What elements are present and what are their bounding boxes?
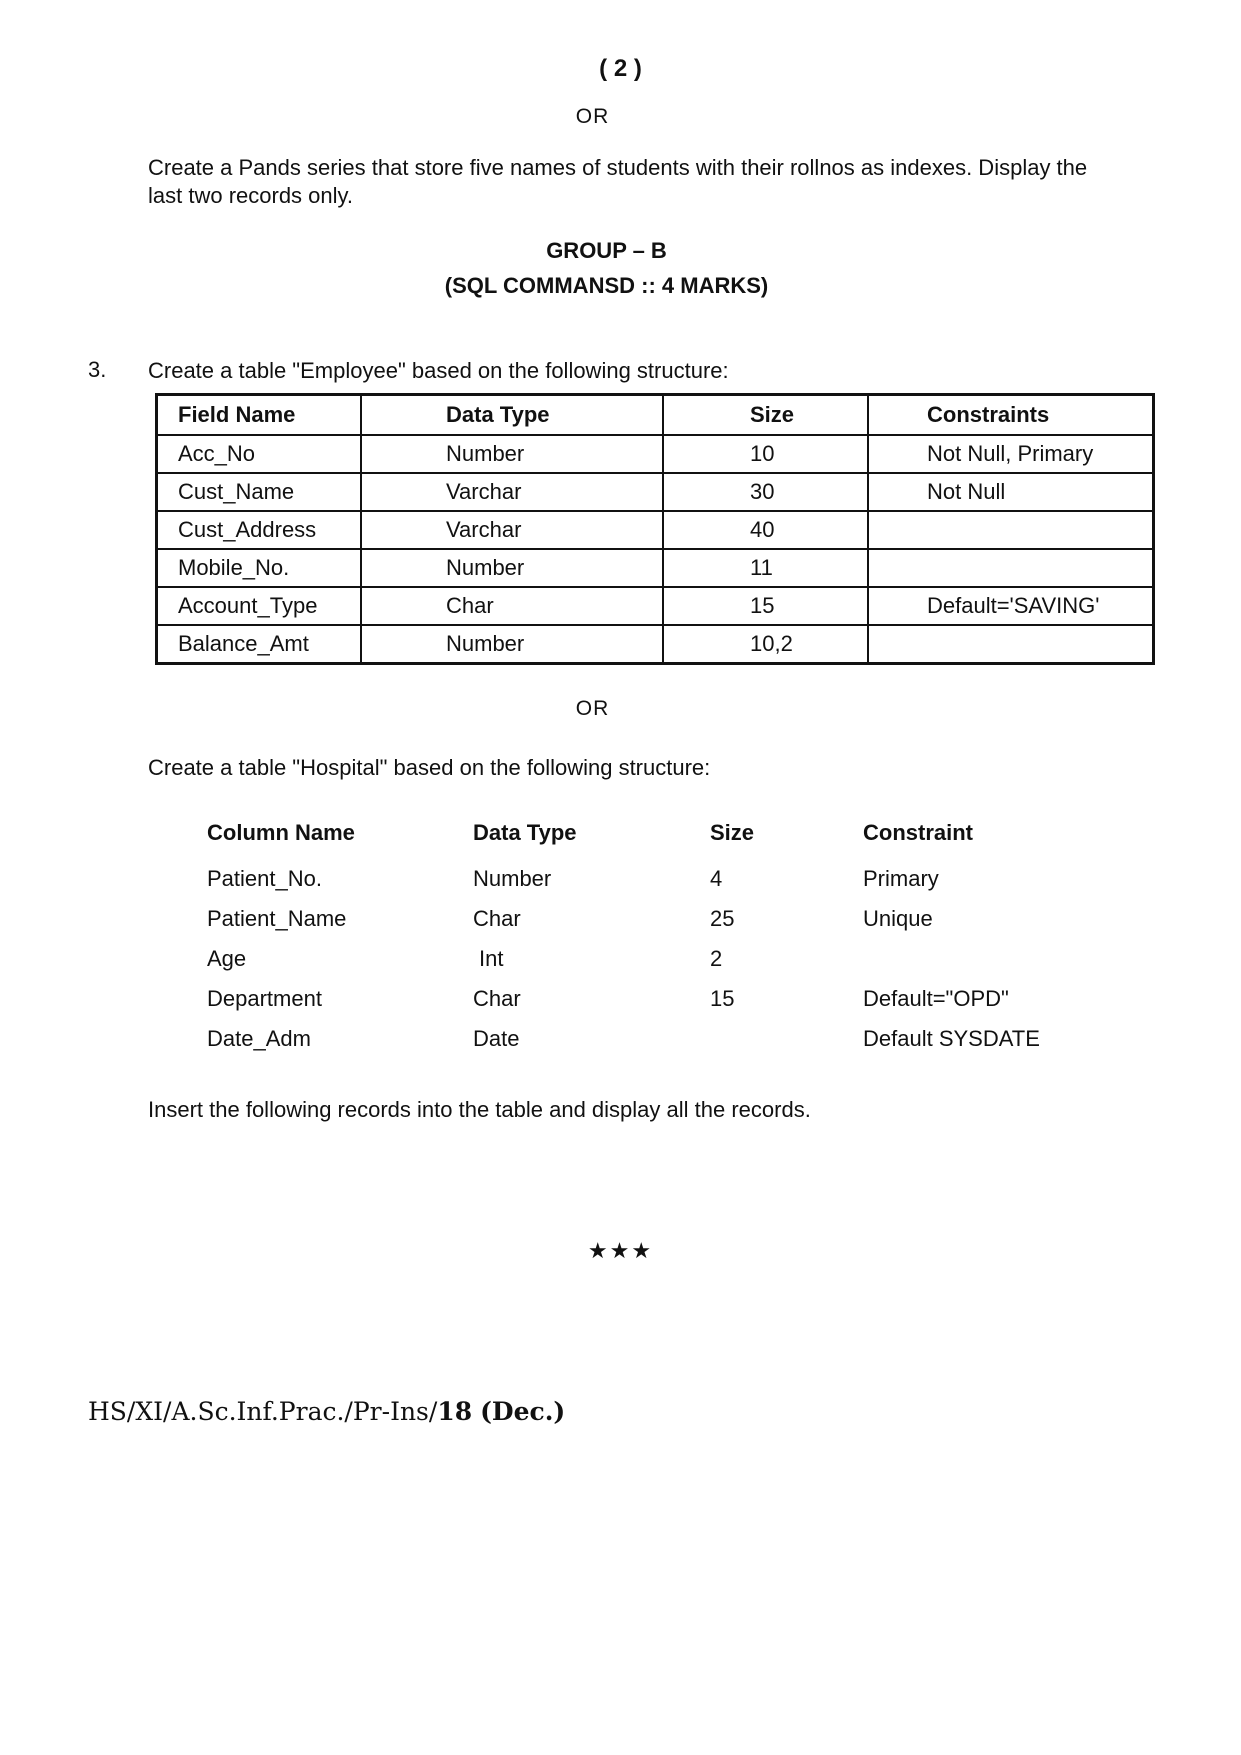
table-cell: Balance_Amt: [157, 625, 362, 664]
table-cell: Number: [473, 866, 552, 891]
table-row: [157, 549, 1154, 587]
table-cell: Acc_No: [157, 435, 362, 473]
table-cell: Patient_No.: [207, 866, 322, 891]
table-cell: Default='SAVING': [868, 587, 1154, 625]
table-cell: Default SYSDATE: [863, 1026, 1040, 1051]
employee-table: [155, 393, 1155, 665]
table-row: [157, 473, 1154, 511]
table-cell: 15: [710, 986, 735, 1011]
or-separator-middle: OR: [575, 697, 610, 720]
table-cell: [868, 625, 1154, 664]
table-cell: Primary: [863, 866, 939, 891]
group-subtitle: (SQL COMMANSD :: 4 MARKS): [444, 273, 769, 298]
employee-header-cell: Field Name: [157, 395, 362, 436]
table-cell: Cust_Address: [157, 511, 362, 549]
table-cell: [868, 511, 1154, 549]
table-cell: Default="OPD": [863, 986, 1009, 1011]
table-row: [157, 625, 1154, 664]
question-number: 3.: [88, 357, 107, 382]
paper-code: HS/XI/A.Sc.Inf.Prac./Pr-Ins/: [88, 1397, 438, 1426]
table-cell: 25: [710, 906, 735, 931]
table-cell: Number: [361, 549, 663, 587]
table-cell: Account_Type: [157, 587, 362, 625]
table-cell: Number: [361, 435, 663, 473]
table-cell: Char: [473, 986, 521, 1011]
table-cell: Unique: [863, 906, 933, 931]
hospital-header-cell: Column Name: [207, 820, 355, 845]
table-cell: Not Null, Primary: [868, 435, 1154, 473]
table-cell: Number: [361, 625, 663, 664]
table-cell: Char: [473, 906, 521, 931]
paper-code-footer: [88, 1397, 565, 1426]
table-cell: 4: [710, 866, 723, 891]
table-cell: Date_Adm: [207, 1026, 311, 1051]
table-cell: 30: [663, 473, 868, 511]
table-row: [157, 587, 1154, 625]
question-text: Create a table "Employee" based on the following structure:: [148, 358, 729, 383]
table-cell: Patient_Name: [207, 906, 347, 931]
table-cell: Cust_Name: [157, 473, 362, 511]
employee-table-header-row: [157, 395, 1154, 436]
hospital-header-cell: Constraint: [863, 820, 973, 845]
table-cell: Date: [473, 1026, 520, 1051]
table-cell: Age: [207, 946, 247, 971]
table-cell: 10,2: [663, 625, 868, 664]
table-cell: 40: [663, 511, 868, 549]
employee-header-cell: Size: [663, 395, 868, 436]
group-title: GROUP – B: [546, 238, 667, 263]
paper-year: 18: [437, 1397, 473, 1426]
table-cell: [868, 549, 1154, 587]
table-cell: Varchar: [361, 473, 663, 511]
table-cell: 2: [710, 946, 723, 971]
hospital-header-cell: Data Type: [473, 820, 577, 845]
table-cell: 11: [663, 549, 868, 587]
table-cell: Varchar: [361, 511, 663, 549]
paper-month: (Dec.): [480, 1397, 566, 1426]
table-cell: Mobile_No.: [157, 549, 362, 587]
table-row: [157, 435, 1154, 473]
hospital-header-cell: Size: [710, 820, 755, 845]
table-row: [157, 511, 1154, 549]
or-separator-top: OR: [575, 105, 610, 128]
insert-records-text: Insert the following records into the table and display all the records.: [148, 1097, 811, 1122]
table-cell: Int: [479, 946, 504, 971]
hospital-question-text: Create a table "Hospital" based on the following structure:: [148, 755, 711, 780]
employee-header-cell: Data Type: [361, 395, 663, 436]
table-cell: 10: [663, 435, 868, 473]
employee-header-cell: Constraints: [868, 395, 1154, 436]
table-cell: Department: [207, 986, 322, 1011]
table-cell: 15: [663, 587, 868, 625]
table-cell: Not Null: [868, 473, 1154, 511]
intro-question: Create a Pands series that store five names of students with their rollnos as indexes. Display the last two records only.: [148, 155, 1088, 208]
table-cell: Char: [361, 587, 663, 625]
page-number: ( 2 ): [599, 55, 642, 82]
end-stars: ★★★: [587, 1238, 654, 1263]
